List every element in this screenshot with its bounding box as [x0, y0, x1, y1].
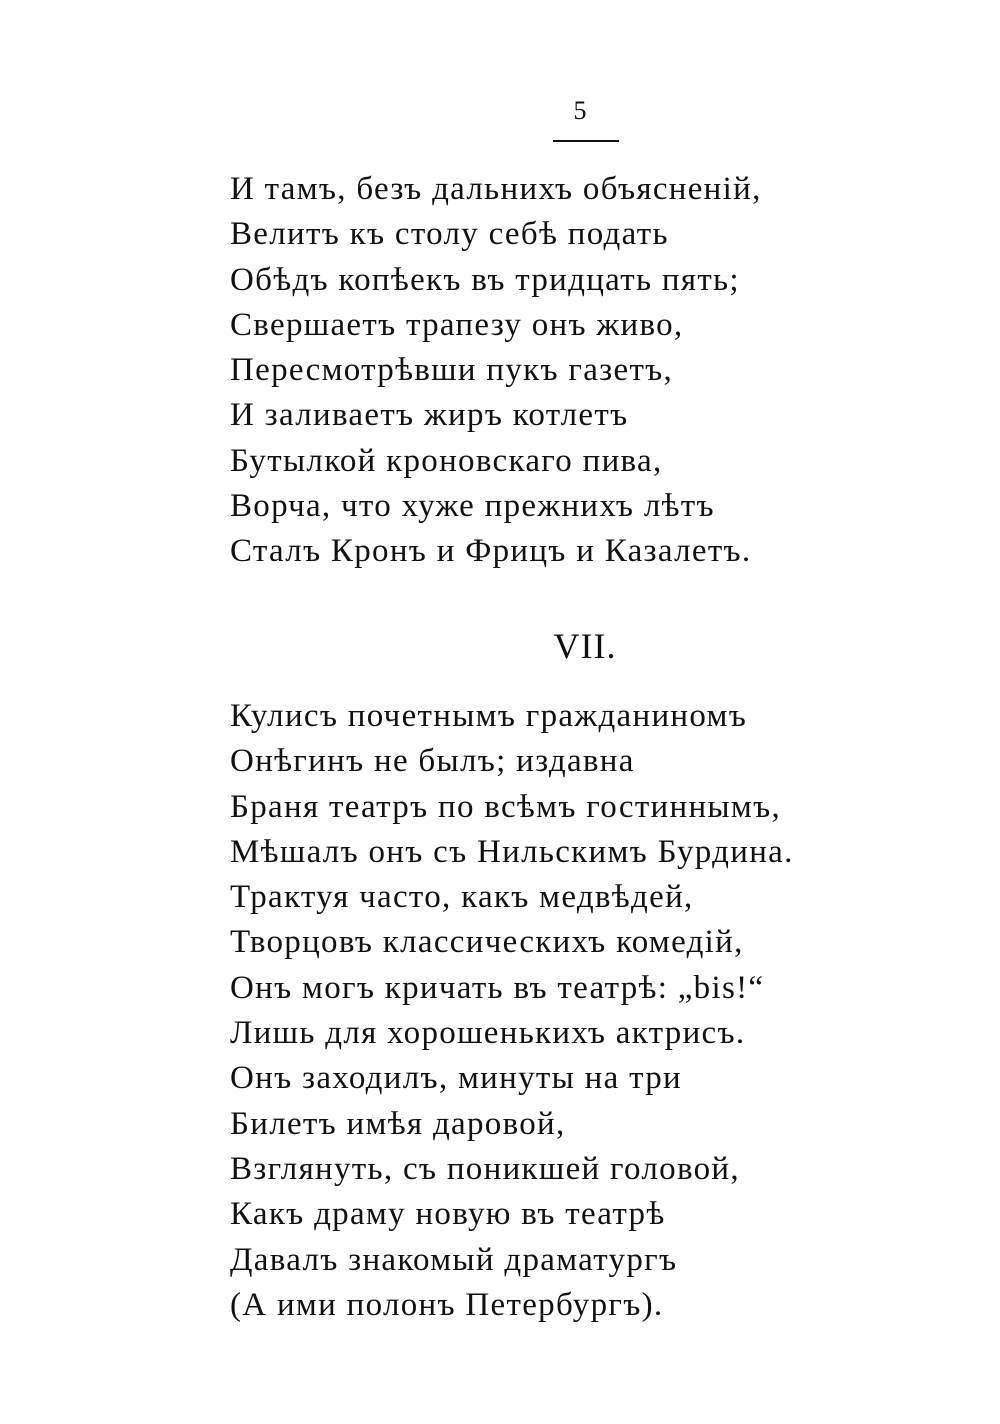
section-heading: VII.: [553, 626, 617, 666]
verse-line: (А ими полонъ Петербургъ).: [230, 1286, 664, 1323]
verse-line: Сталъ Кронъ и Фрицъ и Казалетъ.: [230, 533, 752, 570]
verse-line: Взглянуть, съ поникшей головой,: [230, 1150, 740, 1187]
verse-line: Свершаетъ трапезу онъ живо,: [230, 306, 684, 343]
verse-line: Браня театръ по всѣмъ гостиннымъ,: [230, 788, 781, 825]
verse-line: Онъ могъ кричать въ театрѣ: „bis!“: [230, 969, 765, 1006]
verse-line: Какъ драму новую въ театрѣ: [230, 1196, 666, 1233]
verse-line: Ворча, что хуже прежнихъ лѣтъ: [230, 488, 715, 525]
verse-line: Кулисъ почетнымъ гражданиномъ: [230, 698, 748, 734]
verse-line: Бутылкой кроновскаго пива,: [230, 442, 663, 479]
verse-line: Трактуя часто, какъ медвѣдей,: [230, 879, 694, 916]
stanza-1: [230, 167, 762, 575]
verse-line: Лишь для хорошенькихъ актрисъ.: [230, 1015, 746, 1052]
header-rule: [553, 140, 619, 142]
verse-line: Мѣшалъ онъ съ Нильскимъ Бурдина.: [230, 833, 794, 870]
verse-line: Обѣдъ копѣекъ въ тридцать пять;: [230, 261, 740, 298]
verse-line: И заливаетъ жиръ котлетъ: [230, 397, 629, 434]
verse-line: И тамъ, безъ дальнихъ объясненій,: [230, 171, 762, 207]
verse-line: Давалъ знакомый драматургъ: [230, 1241, 678, 1278]
verse-line: Билетъ имѣя даровой,: [230, 1105, 566, 1142]
verse-line: Пересмотрѣвши пукъ газетъ,: [230, 352, 674, 389]
verse-line: Онъ заходилъ, минуты на три: [230, 1060, 682, 1097]
verse-line: Велитъ къ столу себѣ подать: [230, 216, 669, 253]
verse-line: Онѣгинъ не былъ; издавна: [230, 743, 635, 780]
stanza-2: [230, 694, 794, 1328]
page-number: 5: [573, 96, 587, 125]
verse-line: Творцовъ классическихъ комедій,: [230, 924, 744, 961]
